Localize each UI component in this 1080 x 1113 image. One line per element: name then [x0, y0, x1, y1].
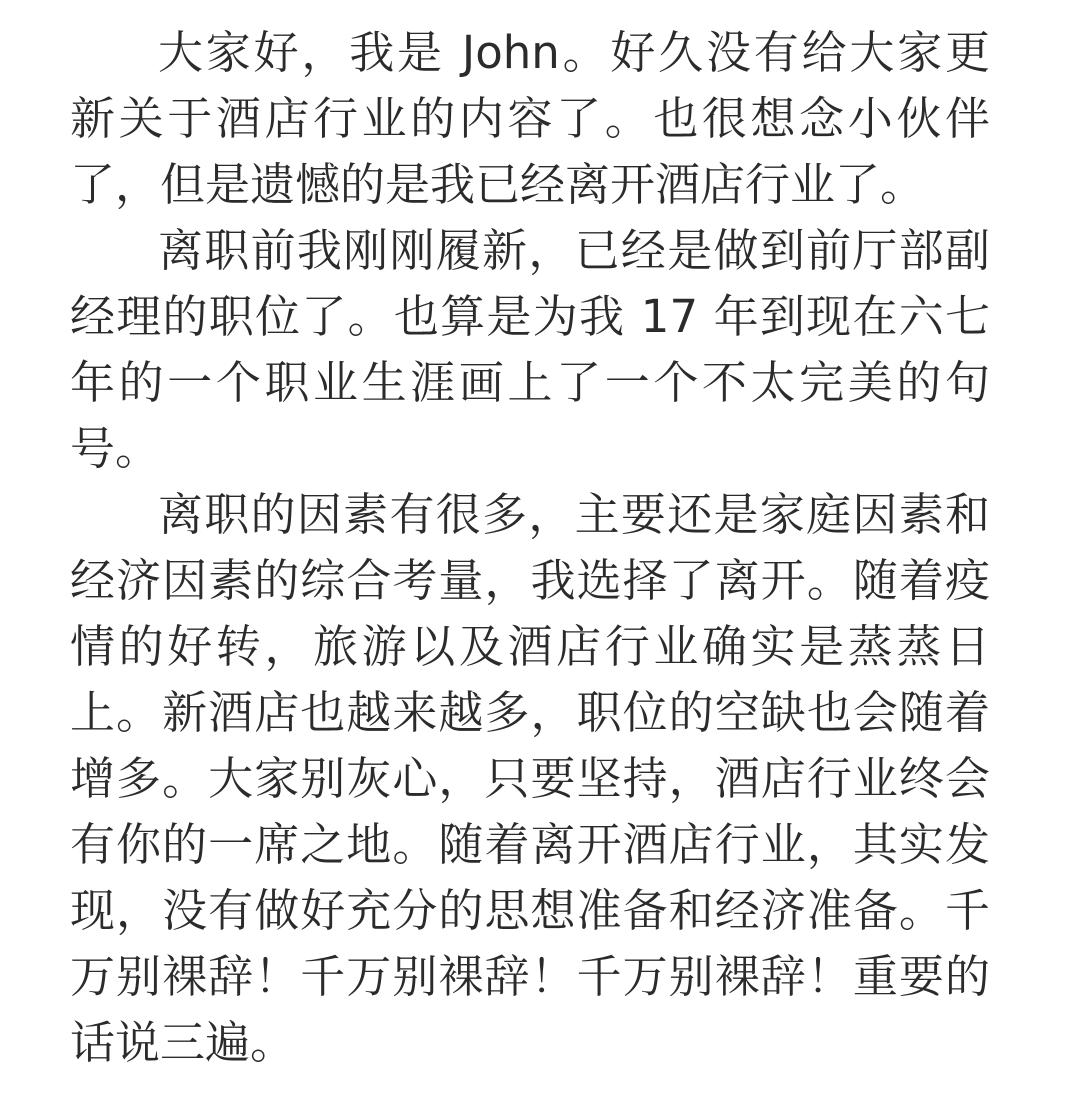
paragraph-reasons: 离职的因素有很多，主要还是家庭因素和经济因素的综合考量，我选择了离开。随着疫情的好转，旅游以及酒店行业确实是蒸蒸日上。新酒店也越来越多，职位的空缺也会随着增多。大家别灰心，只要坚持，酒店行业终会有你的一席之地。随着离开酒店行业，其实发现，没有做好充分的思想准备和经济准备。千万别裸辞！千万别裸辞！千万别裸辞！重要的话说三遍。 [70, 488, 990, 1069]
article-body [70, 20, 990, 1076]
paragraph-intro: 大家好，我是 John。好久没有给大家更新关于酒店行业的内容了。也很想念小伙伴了，但是遗憾的是我已经离开酒店行业了。 [70, 26, 990, 211]
paragraph-resignation: 离职前我刚刚履新，已经是做到前厅部副经理的职位了。也算是为我 17 年到现在六七年的一个职业生涯画上了一个不太完美的句号。 [70, 224, 990, 475]
